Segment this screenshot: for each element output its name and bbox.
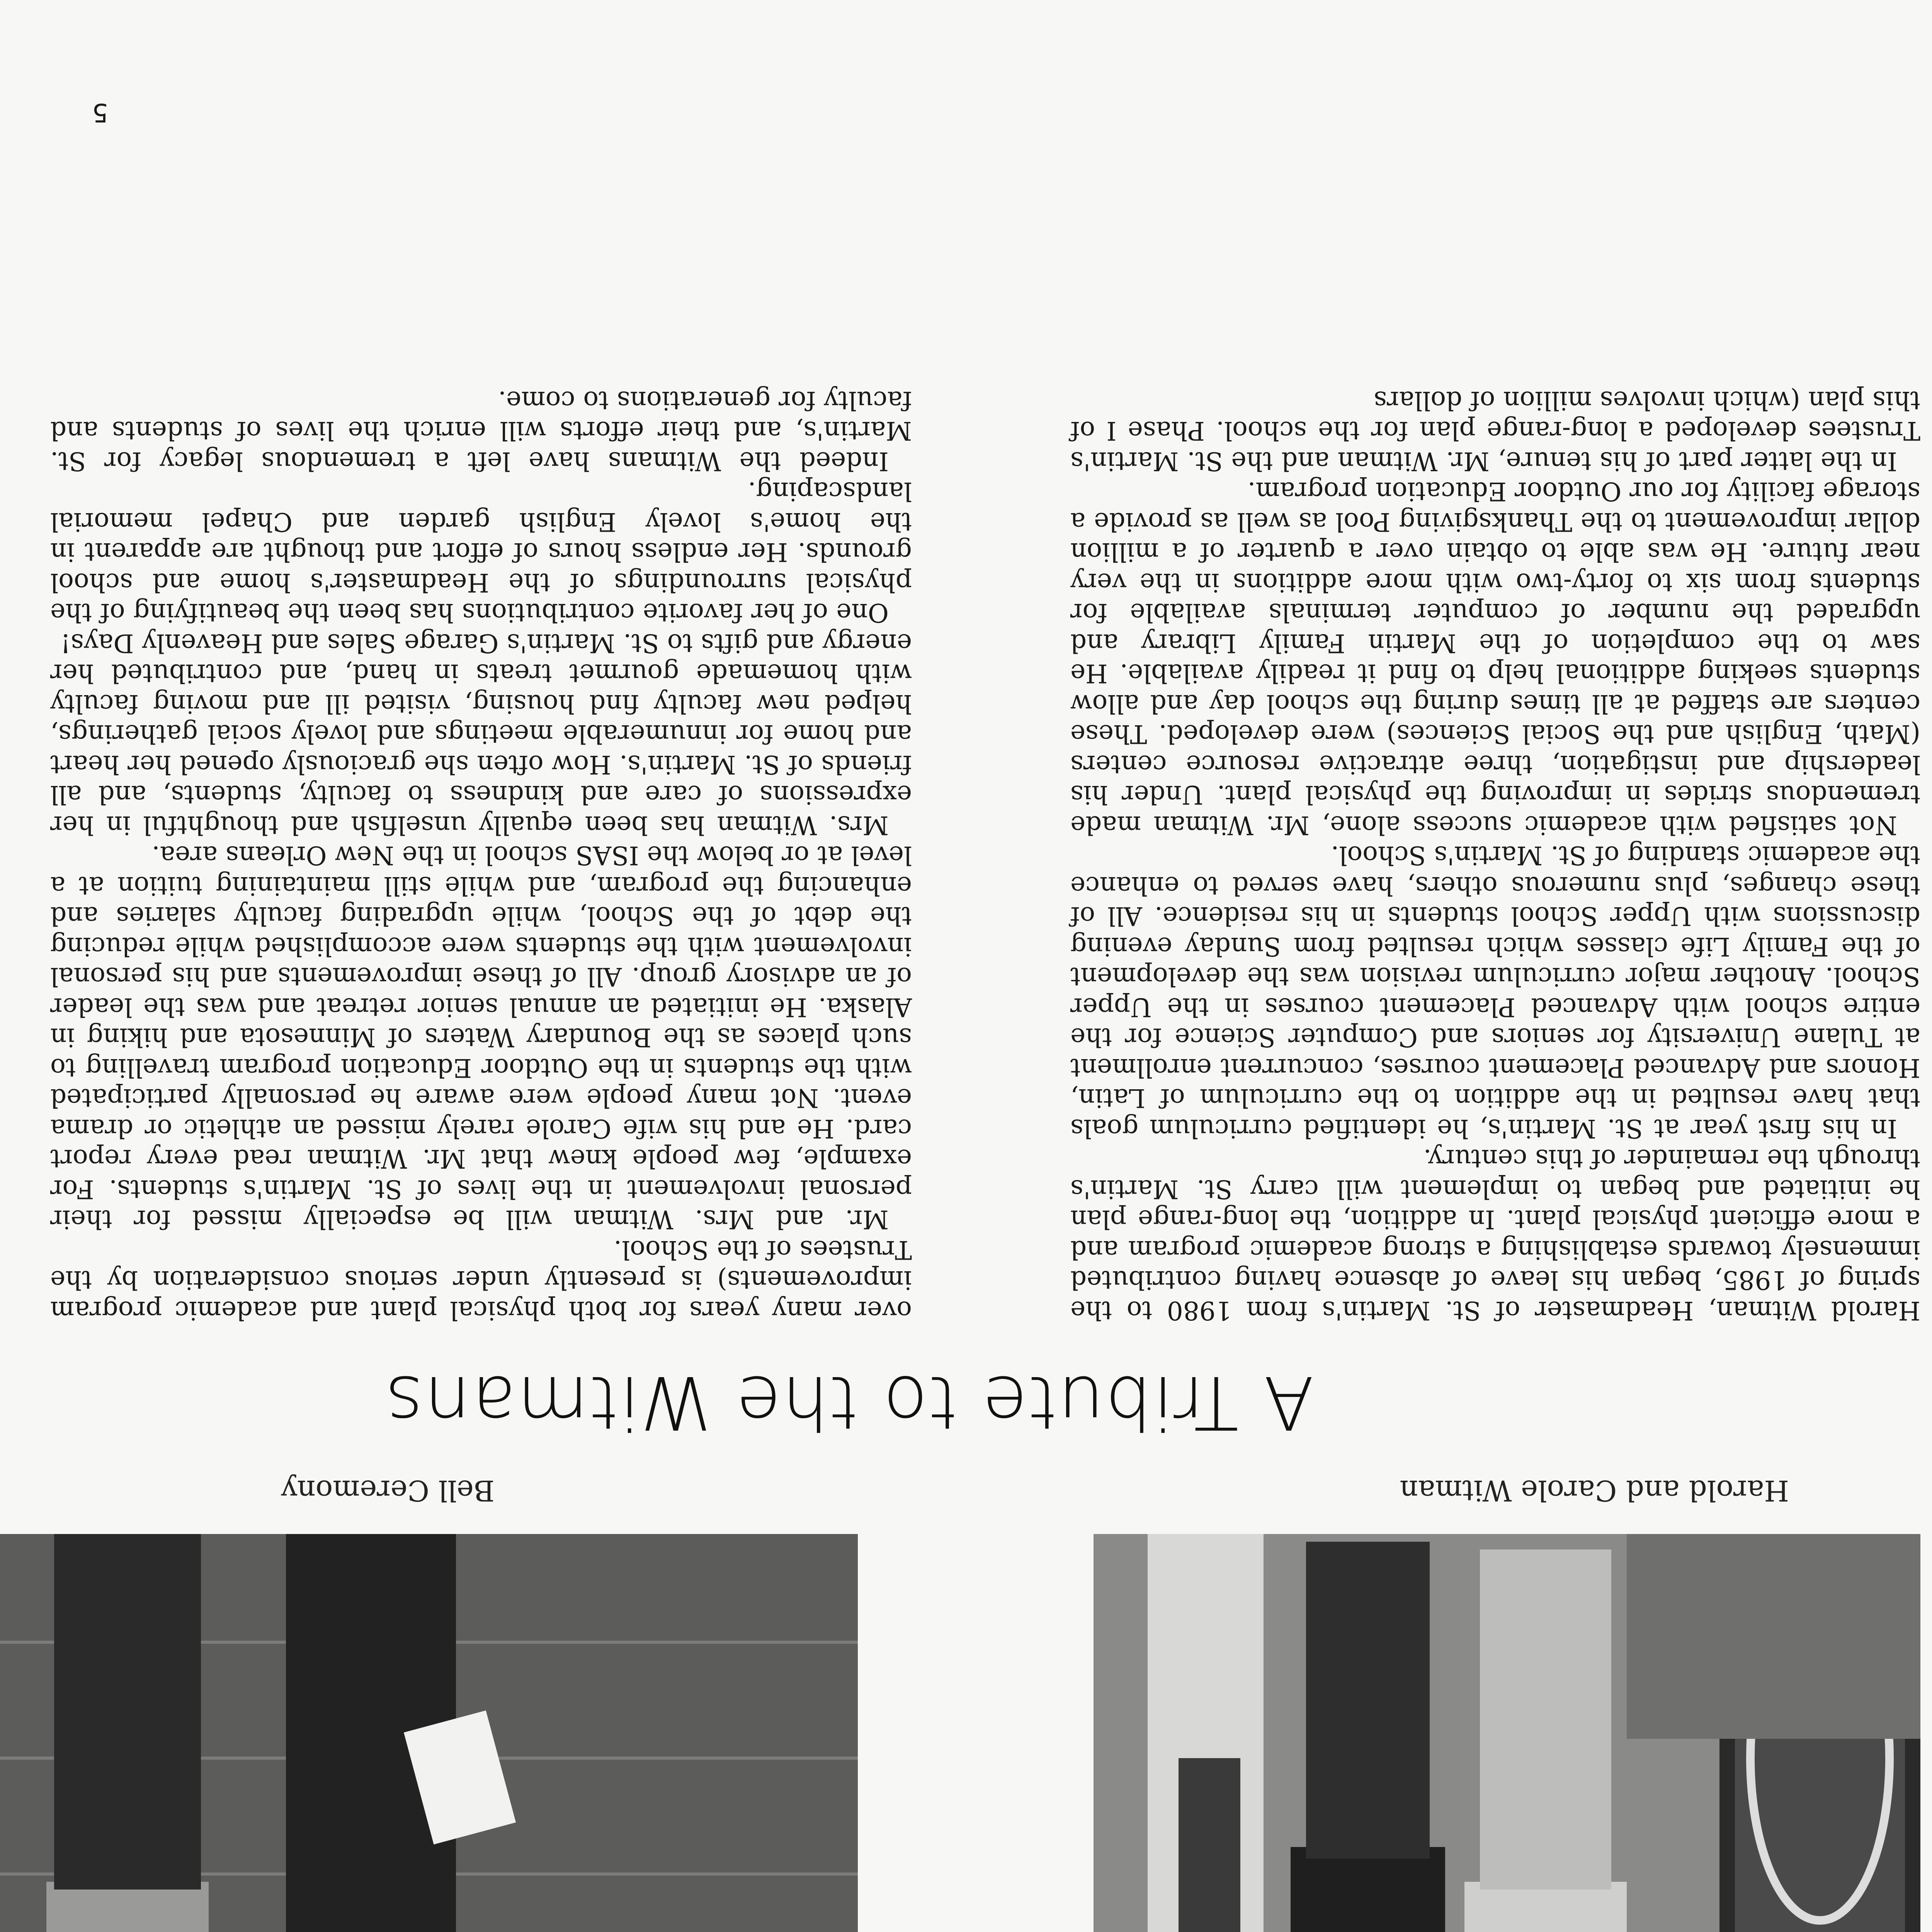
- paragraph: Not satisfied with academic success alone, Mr. Witman made tremendous strides in improving the physical plant. Under his leadership and instigation, three attractive resource centers (Math, English and the Social Sciences) were developed. These centers are staffed at all times during the school day and allow students seeking additional help to find it readily available. He saw to the completion of the Martin Family Library and upgraded the number of computer terminals available for students from six to forty-two with more additions in the very near future. He was able to obtain over a quarter of a million dollar improvement to the Thanksgiving Pool as well as provide a storage facility for our Outdoor Education program.: [1070, 476, 1920, 840]
- photo-image-bell-ceremony: [0, 1534, 858, 1932]
- page-number: 5: [92, 98, 108, 128]
- photo-bell-ceremony: [0, 1534, 858, 1932]
- paragraph: In the latter part of his tenure, Mr. Witman and the St. Martin's Trustees developed a long-range plan for the school. Phase I of this plan (which involves million of dollars: [1070, 386, 1920, 476]
- article-column-right: [50, 385, 912, 1326]
- paragraph: In his first year at St. Martin's, he identified curriculum goals that have resulted in the addition to the curriculum of Latin, Honors and Advanced Placement courses, concurrent enrollment at Tulane University for seniors and Computer Science for the entire school with Advanced Placement courses in the Upper School. Another major curriculum revision was the development of the Family Life classes which resulted from Sunday evening discussions with Upper School students in his residence. All of these changes, plus numerous others, have served to enhance the academic standing of St. Martin's School.: [1070, 840, 1920, 1143]
- paragraph: Harold Witman, Headmaster of St. Martin's from 1980 to the spring of 1985, began his leave of absence having contributed immensely towards establishing a strong academic program and a more efficient physical plant. In addition, the long-range plan he initiated and began to implement will carry St. Martin's through the remainder of this century.: [1070, 1144, 1920, 1325]
- paragraph: Mrs. Witman has been equally unselfish and thoughtful in her expressions of care and kindness to faculty, students, and all friends of St. Martin's. How often she graciously opened her heart and home for innumerable meetings and lovely social gatherings, helped new faculty find housing, visited ill and moving faculty with homemade gourmet treats in hand, and contributed her energy and gifts to St. Martin's Garage Sales and Heavenly Days!: [50, 628, 912, 840]
- article-column-left: [1070, 385, 1920, 1326]
- paragraph: Indeed the Witmans have left a tremendous legacy for St. Martin's, and their efforts will enrich the lives of students and faculty for generations to come.: [50, 386, 912, 476]
- photo-caption-witmans: Harold and Carole Witman: [1400, 1474, 1789, 1507]
- paragraph: over many years for both physical plant and academic program improvements) is presently under serious consideration by the Trustees of the School.: [50, 1235, 912, 1325]
- paragraph: Mr. and Mrs. Witman will be especially missed for their personal involvement in the lives of St. Martin's students. For example, few people knew that Mr. Witman read every report card. He and his wife Carole rarely missed an athletic or drama event. Not many people were aware he personally participated with the students in the Outdoor Education program travelling to such places as the Boundary Waters of Minnesota and hiking in Alaska. He initiated an annual senior retreat and was the leader of an advisory group. All of these improvements and his personal involvement with the students were accomplished while reducing the debt of the School, while upgrading faculty salaries and enhancing the program, and while still maintaining tuition at a level at or below the ISAS school in the New Orleans area.: [50, 840, 912, 1235]
- paragraph: One of her favorite contributions has been the beautifying of the physical surroundings of the Headmaster's home and school grounds. Her endless hours of effort and thought are apparent in the home's lovely English garden and Chapel memorial landscaping.: [50, 476, 912, 628]
- photo-image-witmans: [1094, 1534, 1920, 1932]
- photo-harold-and-carole-witman: [1094, 1534, 1920, 1932]
- photo-caption-bell-ceremony: Bell Ceremony: [281, 1474, 495, 1507]
- article-headline: A Tribute to the Witmans: [384, 1360, 1314, 1445]
